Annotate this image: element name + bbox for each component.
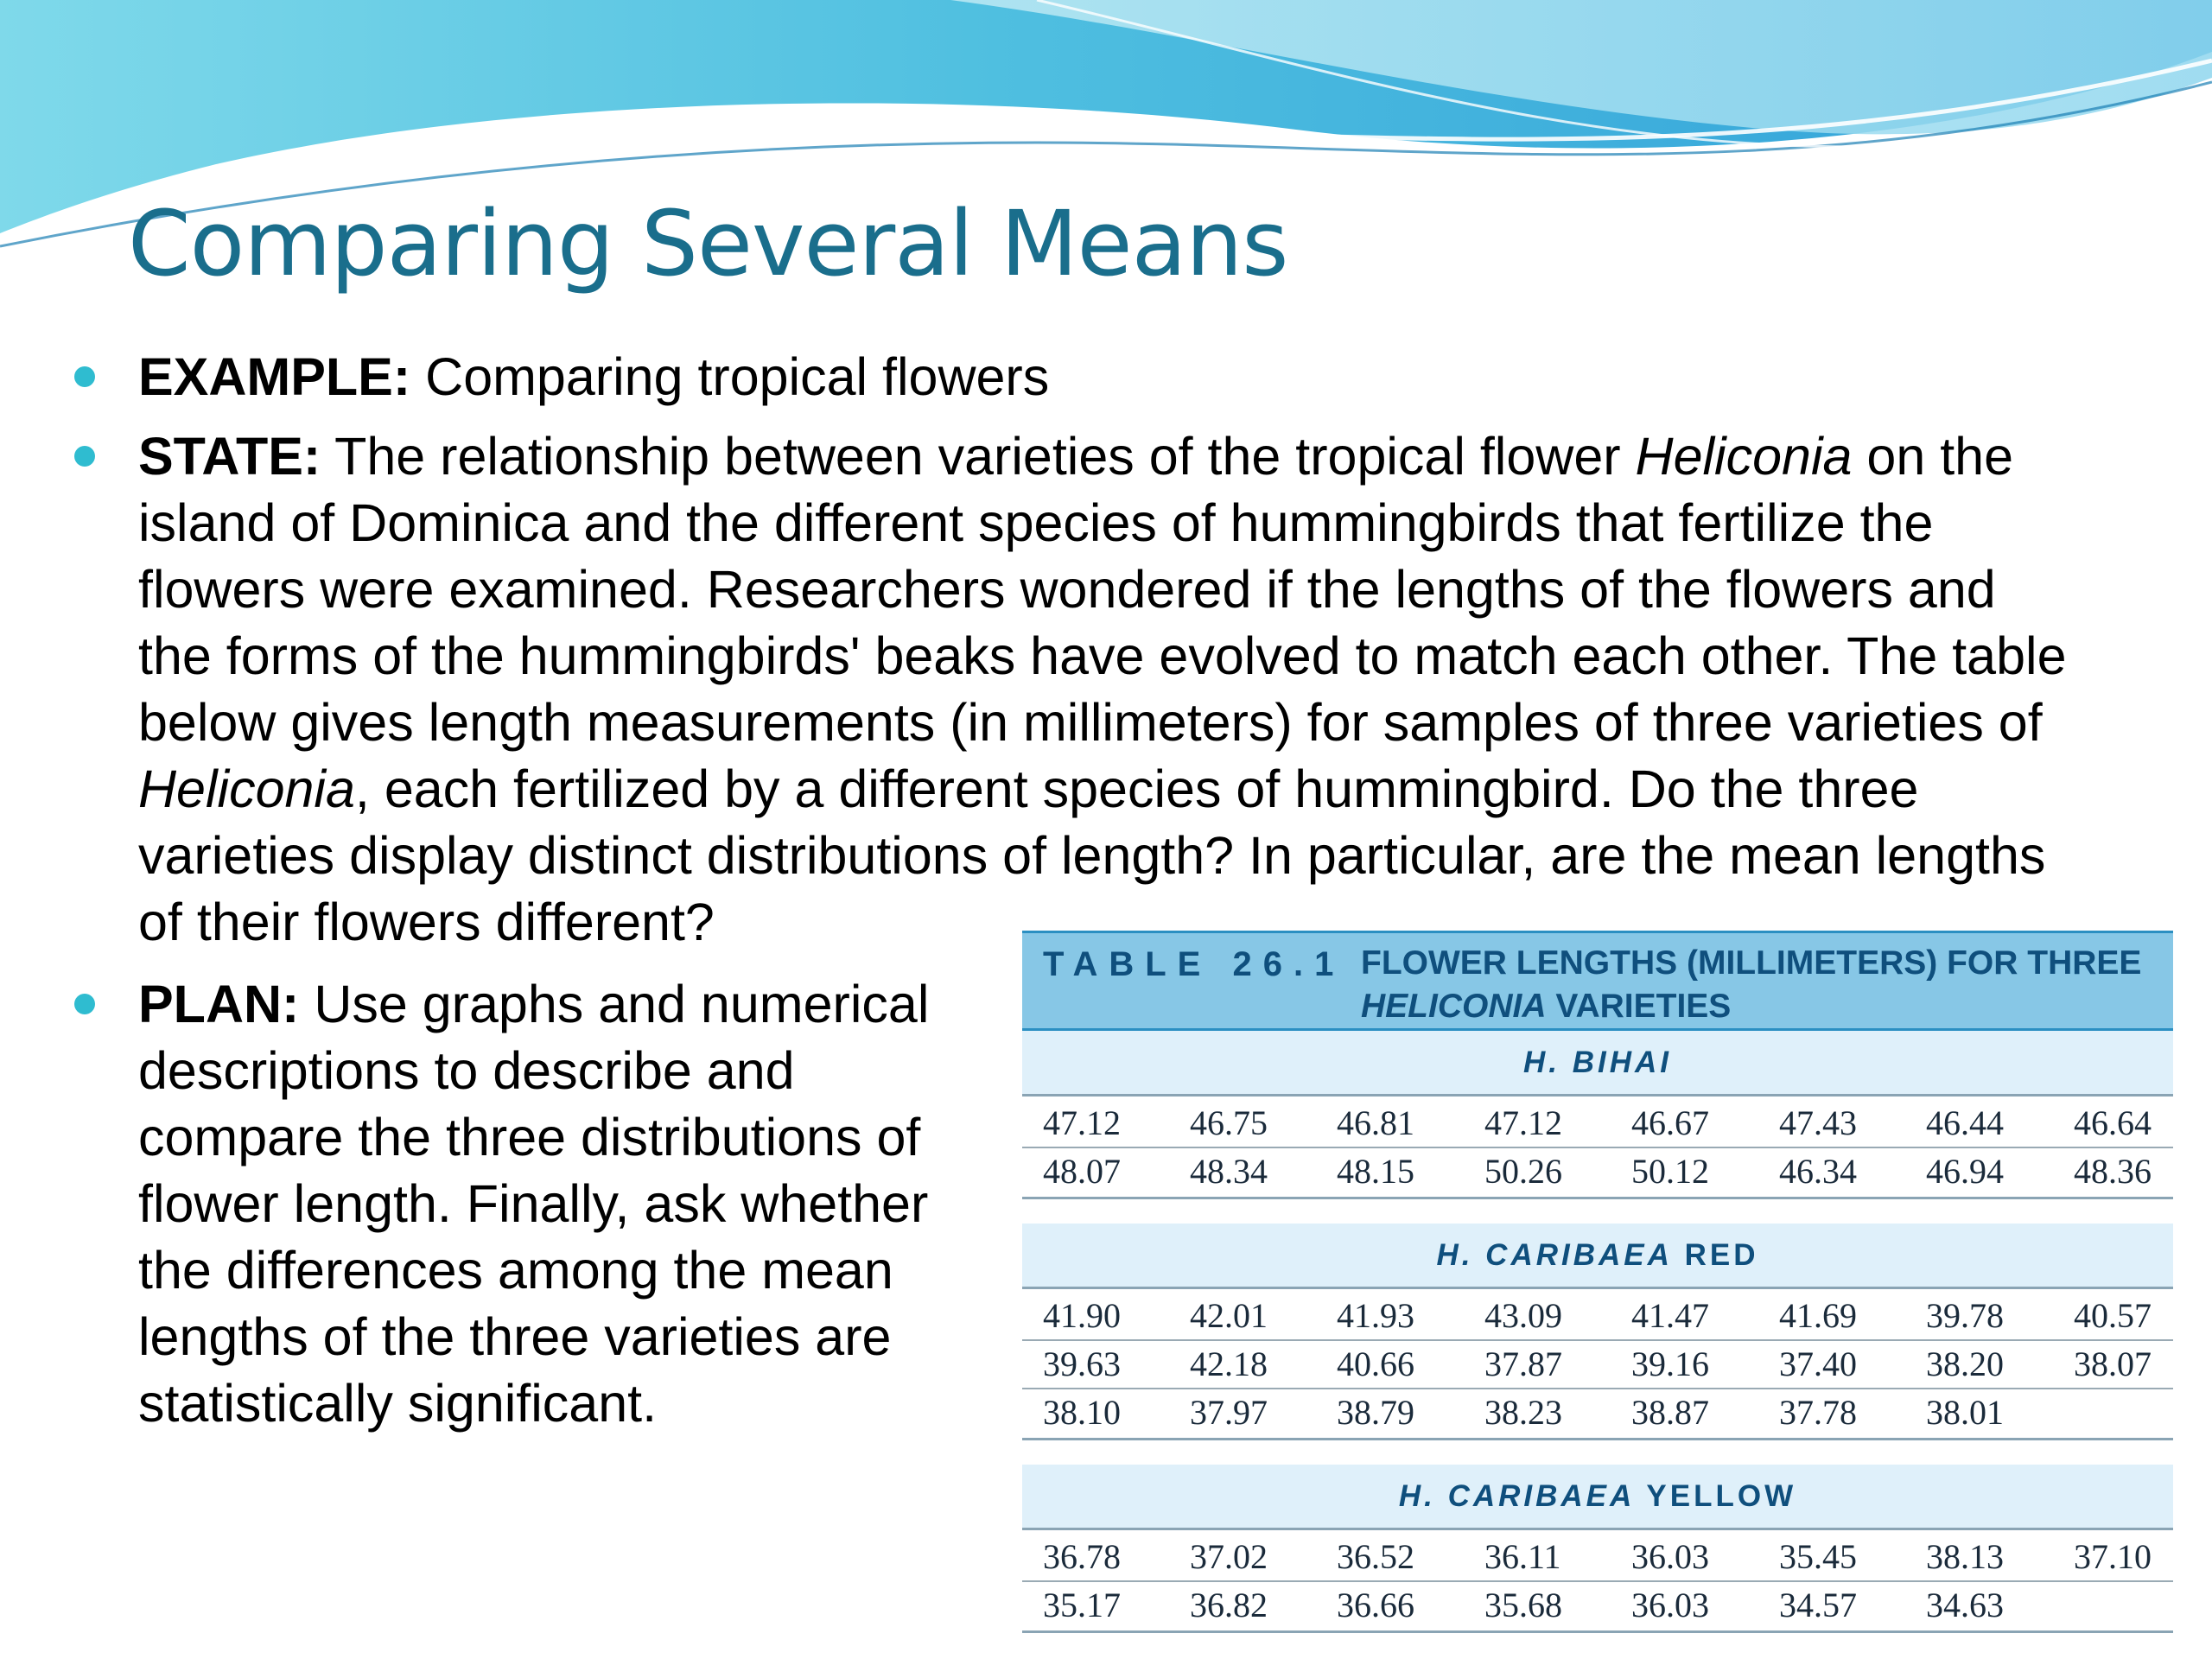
table-caption xyxy=(1361,942,2164,1028)
bullet-dot-icon xyxy=(74,446,95,467)
table-cell: 46.94 xyxy=(1926,1152,2004,1191)
group-name-italic: H. CARIBAEA xyxy=(1436,1238,1673,1272)
table-cell: 37.78 xyxy=(1779,1393,1857,1432)
table-cell: 50.12 xyxy=(1631,1152,1709,1191)
bullet-dot-icon xyxy=(74,366,95,387)
table-cell: 35.45 xyxy=(1779,1537,1857,1576)
state-text: , each fertilized by a different species of hummingbird. Do the three xyxy=(354,760,1919,818)
table-cell: 42.18 xyxy=(1190,1344,1268,1383)
table-cell: 41.47 xyxy=(1631,1296,1709,1335)
table-cell: 46.81 xyxy=(1337,1103,1414,1142)
table-row xyxy=(1022,1100,2173,1148)
table-cell: 47.12 xyxy=(1043,1103,1121,1142)
state-text: the forms of the hummingbirds' beaks have evolved to match each other. The table xyxy=(138,626,2067,685)
bullet-plan xyxy=(138,971,985,1437)
table-row xyxy=(1022,1341,2173,1389)
group-name-rest: RED xyxy=(1672,1238,1759,1272)
plan-text: Use graphs and numerical xyxy=(299,975,930,1033)
plan-text: lengths of the three varieties are xyxy=(138,1307,892,1366)
table-cell: 48.34 xyxy=(1190,1152,1268,1191)
table-row xyxy=(1022,1582,2173,1629)
table-cell: 48.15 xyxy=(1337,1152,1414,1191)
table-cell: 38.20 xyxy=(1926,1344,2004,1383)
table-cell: 50.26 xyxy=(1484,1152,1562,1191)
plan-label: PLAN: xyxy=(138,975,300,1033)
table-cell: 39.63 xyxy=(1043,1344,1121,1383)
table-cell: 36.11 xyxy=(1484,1537,1561,1576)
bullet-example xyxy=(138,344,2177,410)
state-text: below gives length measurements (in millimeters) for samples of three varieties of xyxy=(138,693,2043,752)
table-cell: 41.93 xyxy=(1337,1296,1414,1335)
table-cell: 48.36 xyxy=(2074,1152,2152,1191)
table-group-header xyxy=(1022,1224,2173,1289)
state-text: flowers were examined. Researchers wondered if the lengths of the flowers and xyxy=(138,560,1996,619)
state-text: The relationship between varieties of the tropical flower xyxy=(321,427,1636,486)
table-cell: 41.90 xyxy=(1043,1296,1121,1335)
table-cell: 46.44 xyxy=(1926,1103,2004,1142)
table-body xyxy=(1022,1031,2173,1633)
table-row xyxy=(1022,1293,2173,1341)
table-cell: 38.10 xyxy=(1043,1393,1121,1432)
slide-title: Comparing Several Means xyxy=(128,191,1288,296)
table-cell: 36.03 xyxy=(1631,1537,1709,1576)
table-group-gap xyxy=(1022,1440,2173,1465)
plan-text: the differences among the mean xyxy=(138,1241,893,1300)
table-cell: 36.82 xyxy=(1190,1586,1268,1624)
table-cell: 37.10 xyxy=(2074,1537,2152,1576)
table-cell: 36.66 xyxy=(1337,1586,1414,1624)
state-text: island of Dominica and the different species of hummingbirds that fertilize the xyxy=(138,493,1934,552)
state-italic-term: Heliconia xyxy=(1635,427,1853,486)
table-cell: 37.87 xyxy=(1484,1344,1562,1383)
table-cell: 38.23 xyxy=(1484,1393,1562,1432)
table-cell: 38.01 xyxy=(1926,1393,2004,1432)
table-cell: 38.07 xyxy=(2074,1344,2152,1383)
table-group-rows xyxy=(1022,1289,2173,1440)
table-cell: 35.17 xyxy=(1043,1586,1121,1624)
plan-text: compare the three distributions of xyxy=(138,1108,921,1166)
plan-text: statistically significant. xyxy=(138,1374,658,1433)
table-group-rows xyxy=(1022,1530,2173,1633)
table-group-gap xyxy=(1022,1199,2173,1224)
group-name-italic: H. CARIBAEA xyxy=(1398,1479,1636,1513)
table-group-header xyxy=(1022,1465,2173,1530)
table-cell: 40.57 xyxy=(2074,1296,2152,1335)
table-cell: 41.69 xyxy=(1779,1296,1857,1335)
table-header xyxy=(1022,931,2173,1031)
table-cell: 47.43 xyxy=(1779,1103,1857,1142)
table-cell: 36.78 xyxy=(1043,1537,1121,1576)
table-caption-line: FLOWER LENGTHS (MILLIMETERS) FOR THREE xyxy=(1361,944,2142,982)
table-cell: 37.02 xyxy=(1190,1537,1268,1576)
table-number: TABLE 26.1 xyxy=(1043,945,1345,983)
group-name-rest: YELLOW xyxy=(1635,1479,1797,1513)
table-cell: 48.07 xyxy=(1043,1152,1121,1191)
table-cell: 36.52 xyxy=(1337,1537,1414,1576)
table-cell: 36.03 xyxy=(1631,1586,1709,1624)
table-group-rows xyxy=(1022,1096,2173,1199)
table-cell: 46.67 xyxy=(1631,1103,1709,1142)
state-label: STATE: xyxy=(138,427,321,486)
bullet-dot-icon xyxy=(74,994,95,1014)
state-text: on the xyxy=(1852,427,2013,486)
table-cell: 46.64 xyxy=(2074,1103,2152,1142)
table-cell: 34.63 xyxy=(1926,1586,2004,1624)
example-text: Comparing tropical flowers xyxy=(410,347,1050,406)
table-cell: 43.09 xyxy=(1484,1296,1562,1335)
table-cell: 38.79 xyxy=(1337,1393,1414,1432)
table-cell: 46.34 xyxy=(1779,1152,1857,1191)
table-row xyxy=(1022,1389,2173,1436)
table-cell: 34.57 xyxy=(1779,1586,1857,1624)
table-cell: 38.13 xyxy=(1926,1537,2004,1576)
table-caption-italic: HELICONIA xyxy=(1361,988,1547,1025)
plan-text: descriptions to describe and xyxy=(138,1041,795,1100)
table-cell: 37.97 xyxy=(1190,1393,1268,1432)
table-row xyxy=(1022,1148,2173,1195)
table-cell: 39.16 xyxy=(1631,1344,1709,1383)
table-cell: 35.68 xyxy=(1484,1586,1562,1624)
state-italic-term: Heliconia xyxy=(138,760,355,818)
flower-lengths-table xyxy=(1022,931,2173,1633)
table-cell: 39.78 xyxy=(1926,1296,2004,1335)
state-text: of their flowers different? xyxy=(138,893,715,951)
plan-text: flower length. Finally, ask whether xyxy=(138,1174,929,1233)
table-cell: 46.75 xyxy=(1190,1103,1268,1142)
table-row xyxy=(1022,1534,2173,1582)
table-cell: 38.87 xyxy=(1631,1393,1709,1432)
bullet-state xyxy=(138,423,2177,956)
table-cell: 42.01 xyxy=(1190,1296,1268,1335)
state-text: varieties display distinct distributions of length? In particular, are the mean lengths xyxy=(138,826,2046,885)
table-caption-line: VARIETIES xyxy=(1546,988,1732,1025)
table-cell: 37.40 xyxy=(1779,1344,1857,1383)
table-cell: 40.66 xyxy=(1337,1344,1414,1383)
group-name-italic: H. BIHAI xyxy=(1523,1046,1672,1079)
table-cell: 47.12 xyxy=(1484,1103,1562,1142)
example-label: EXAMPLE: xyxy=(138,347,411,406)
table-group-header xyxy=(1022,1031,2173,1096)
